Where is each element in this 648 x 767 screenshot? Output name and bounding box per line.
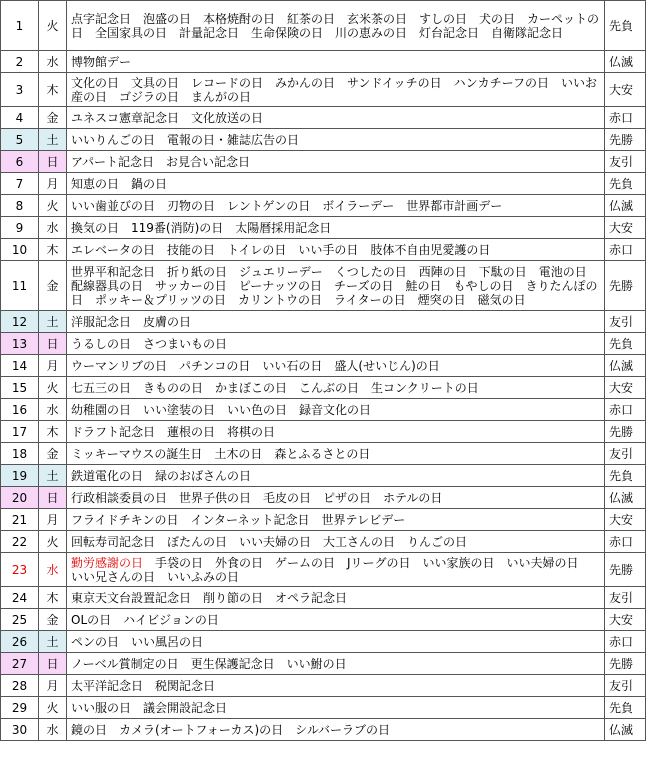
day-number: 15 bbox=[1, 377, 39, 399]
event-list bbox=[67, 421, 605, 443]
day-number: 24 bbox=[1, 587, 39, 609]
holiday-name: 勤労感謝の日 bbox=[71, 555, 144, 570]
day-number: 29 bbox=[1, 697, 39, 719]
event-list bbox=[67, 195, 605, 217]
rokuyo: 友引 bbox=[605, 151, 646, 173]
event-text: 知恵の日 鍋の日 bbox=[71, 176, 168, 191]
event-list bbox=[67, 697, 605, 719]
day-number: 14 bbox=[1, 355, 39, 377]
weekday: 水 bbox=[39, 399, 67, 421]
event-text: いい歯並びの日 刃物の日 レントゲンの日 ボイラーデー 世界都市計画デー bbox=[71, 198, 503, 213]
calendar-row bbox=[1, 487, 646, 509]
day-number: 12 bbox=[1, 311, 39, 333]
calendar-row bbox=[1, 719, 646, 741]
weekday: 日 bbox=[39, 653, 67, 675]
rokuyo: 赤口 bbox=[605, 239, 646, 261]
rokuyo: 大安 bbox=[605, 609, 646, 631]
rokuyo: 先勝 bbox=[605, 261, 646, 311]
rokuyo: 大安 bbox=[605, 509, 646, 531]
day-number: 23 bbox=[1, 553, 39, 587]
event-list bbox=[67, 129, 605, 151]
weekday: 火 bbox=[39, 697, 67, 719]
calendar-row bbox=[1, 465, 646, 487]
weekday: 火 bbox=[39, 195, 67, 217]
day-number: 26 bbox=[1, 631, 39, 653]
calendar-row bbox=[1, 73, 646, 107]
day-number: 5 bbox=[1, 129, 39, 151]
event-list bbox=[67, 217, 605, 239]
event-text: ペンの日 いい風呂の日 bbox=[71, 634, 204, 649]
calendar-row bbox=[1, 509, 646, 531]
day-number: 19 bbox=[1, 465, 39, 487]
day-number: 1 bbox=[1, 1, 39, 51]
rokuyo: 赤口 bbox=[605, 531, 646, 553]
rokuyo: 先負 bbox=[605, 173, 646, 195]
calendar-row bbox=[1, 531, 646, 553]
weekday: 日 bbox=[39, 151, 67, 173]
event-text: 回転寿司記念日 ぼたんの日 いい夫婦の日 大工さんの日 りんごの日 bbox=[71, 534, 468, 549]
weekday: 木 bbox=[39, 239, 67, 261]
weekday: 月 bbox=[39, 509, 67, 531]
day-number: 25 bbox=[1, 609, 39, 631]
event-list bbox=[67, 553, 605, 587]
rokuyo: 赤口 bbox=[605, 631, 646, 653]
day-number: 27 bbox=[1, 653, 39, 675]
rokuyo: 先勝 bbox=[605, 421, 646, 443]
event-list bbox=[67, 261, 605, 311]
calendar-row bbox=[1, 421, 646, 443]
event-text: OLの日 ハイビジョンの日 bbox=[71, 612, 219, 627]
weekday: 土 bbox=[39, 465, 67, 487]
event-text: 鉄道電化の日 緑のおばさんの日 bbox=[71, 468, 252, 483]
calendar-row bbox=[1, 173, 646, 195]
event-list bbox=[67, 587, 605, 609]
weekday: 火 bbox=[39, 531, 67, 553]
day-number: 17 bbox=[1, 421, 39, 443]
calendar-row bbox=[1, 587, 646, 609]
event-list bbox=[67, 239, 605, 261]
calendar-row bbox=[1, 1, 646, 51]
weekday: 木 bbox=[39, 587, 67, 609]
day-number: 30 bbox=[1, 719, 39, 741]
weekday: 水 bbox=[39, 553, 67, 587]
day-number: 28 bbox=[1, 675, 39, 697]
rokuyo: 先勝 bbox=[605, 553, 646, 587]
rokuyo: 仏滅 bbox=[605, 355, 646, 377]
calendar-row bbox=[1, 107, 646, 129]
event-list bbox=[67, 1, 605, 51]
event-list bbox=[67, 73, 605, 107]
calendar-row bbox=[1, 129, 646, 151]
calendar-row bbox=[1, 653, 646, 675]
event-list bbox=[67, 531, 605, 553]
event-list bbox=[67, 675, 605, 697]
calendar-row bbox=[1, 195, 646, 217]
calendar-row bbox=[1, 151, 646, 173]
rokuyo: 仏滅 bbox=[605, 51, 646, 73]
event-text: ミッキーマウスの誕生日 土木の日 森とふるさとの日 bbox=[71, 446, 371, 461]
rokuyo: 先勝 bbox=[605, 653, 646, 675]
event-text: うるしの日 さつまいもの日 bbox=[71, 336, 228, 351]
day-number: 13 bbox=[1, 333, 39, 355]
event-list bbox=[67, 151, 605, 173]
rokuyo: 先勝 bbox=[605, 129, 646, 151]
weekday: 木 bbox=[39, 421, 67, 443]
weekday: 土 bbox=[39, 631, 67, 653]
day-number: 6 bbox=[1, 151, 39, 173]
calendar-row bbox=[1, 553, 646, 587]
event-text: 鏡の日 カメラ(オートフォーカス)の日 シルバーラブの日 bbox=[71, 722, 391, 737]
event-list bbox=[67, 377, 605, 399]
weekday: 月 bbox=[39, 355, 67, 377]
weekday: 水 bbox=[39, 217, 67, 239]
event-list bbox=[67, 631, 605, 653]
rokuyo: 先負 bbox=[605, 1, 646, 51]
event-list bbox=[67, 509, 605, 531]
event-text: 換気の日 119番(消防)の日 太陽暦採用記念日 bbox=[71, 220, 332, 235]
calendar-row bbox=[1, 697, 646, 719]
event-text: 手袋の日 外食の日 ゲームの日 Jリーグの日 いい家族の日 いい夫婦の日 いい兄さんの日 いいふみの日 bbox=[71, 555, 591, 584]
rokuyo: 仏滅 bbox=[605, 487, 646, 509]
calendar-row bbox=[1, 261, 646, 311]
event-text: アパート記念日 お見合い記念日 bbox=[71, 154, 251, 169]
rokuyo: 先負 bbox=[605, 465, 646, 487]
rokuyo: 仏滅 bbox=[605, 195, 646, 217]
weekday: 火 bbox=[39, 377, 67, 399]
event-list bbox=[67, 465, 605, 487]
event-text: ドラフト記念日 蓮根の日 将棋の日 bbox=[71, 424, 276, 439]
weekday: 木 bbox=[39, 73, 67, 107]
event-text: 行政相談委員の日 世界子供の日 毛皮の日 ピザの日 ホテルの日 bbox=[71, 490, 443, 505]
event-text: ノーベル賞制定の日 更生保護記念日 いい鮒の日 bbox=[71, 656, 347, 671]
event-text: エレベータの日 技能の日 トイレの日 いい手の日 肢体不自由児愛護の日 bbox=[71, 242, 491, 257]
weekday: 金 bbox=[39, 443, 67, 465]
event-text: 点字記念日 泡盛の日 本格焼酎の日 紅茶の日 玄米茶の日 すしの日 犬の日 カーペットの日 全国家具の日 計量記念日 生命保険の日 川の恵みの日 灯台記念日 自衛隊記念日 bbox=[71, 11, 600, 40]
weekday: 日 bbox=[39, 333, 67, 355]
event-text: 太平洋記念日 税関記念日 bbox=[71, 678, 216, 693]
event-list bbox=[67, 719, 605, 741]
weekday: 月 bbox=[39, 675, 67, 697]
weekday: 日 bbox=[39, 487, 67, 509]
rokuyo: 先負 bbox=[605, 697, 646, 719]
rokuyo: 赤口 bbox=[605, 107, 646, 129]
event-text: 幼稚園の日 いい塗装の日 いい色の日 録音文化の日 bbox=[71, 402, 372, 417]
event-list bbox=[67, 51, 605, 73]
event-text: いいりんごの日 電報の日・雑誌広告の日 bbox=[71, 132, 300, 147]
day-number: 18 bbox=[1, 443, 39, 465]
rokuyo: 赤口 bbox=[605, 399, 646, 421]
day-number: 2 bbox=[1, 51, 39, 73]
calendar-row bbox=[1, 377, 646, 399]
event-list bbox=[67, 653, 605, 675]
event-text: 七五三の日 きものの日 かまぼこの日 こんぶの日 生コンクリートの日 bbox=[71, 380, 479, 395]
calendar-row bbox=[1, 443, 646, 465]
weekday: 水 bbox=[39, 719, 67, 741]
calendar-row bbox=[1, 609, 646, 631]
weekday: 月 bbox=[39, 173, 67, 195]
weekday: 金 bbox=[39, 107, 67, 129]
rokuyo: 友引 bbox=[605, 587, 646, 609]
day-number: 3 bbox=[1, 73, 39, 107]
rokuyo: 大安 bbox=[605, 217, 646, 239]
event-text: ユネスコ憲章記念日 文化放送の日 bbox=[71, 110, 264, 125]
weekday: 水 bbox=[39, 51, 67, 73]
rokuyo: 友引 bbox=[605, 443, 646, 465]
day-number: 16 bbox=[1, 399, 39, 421]
event-text: 東京天文台設置記念日 削り節の日 オペラ記念日 bbox=[71, 590, 348, 605]
event-list bbox=[67, 609, 605, 631]
calendar-row bbox=[1, 631, 646, 653]
event-text: 博物館デー bbox=[71, 54, 132, 69]
calendar-row bbox=[1, 217, 646, 239]
day-number: 10 bbox=[1, 239, 39, 261]
day-number: 4 bbox=[1, 107, 39, 129]
event-list bbox=[67, 443, 605, 465]
event-text: 洋服記念日 皮膚の日 bbox=[71, 314, 192, 329]
weekday: 金 bbox=[39, 261, 67, 311]
event-list bbox=[67, 487, 605, 509]
event-text: 文化の日 文具の日 レコードの日 みかんの日 サンドイッチの日 ハンカチーフの日 いいお産の日 ゴジラの日 まんがの日 bbox=[71, 75, 597, 104]
event-text: いい服の日 議会開設記念日 bbox=[71, 700, 228, 715]
day-number: 7 bbox=[1, 173, 39, 195]
day-number: 20 bbox=[1, 487, 39, 509]
day-number: 8 bbox=[1, 195, 39, 217]
event-text: ウーマンリブの日 パチンコの日 いい石の日 盛人(せいじん)の日 bbox=[71, 358, 440, 373]
calendar-row bbox=[1, 311, 646, 333]
event-list bbox=[67, 333, 605, 355]
event-list bbox=[67, 107, 605, 129]
day-number: 9 bbox=[1, 217, 39, 239]
rokuyo: 仏滅 bbox=[605, 719, 646, 741]
event-text: フライドチキンの日 インターネット記念日 世界テレビデー bbox=[71, 512, 406, 527]
weekday: 火 bbox=[39, 1, 67, 51]
calendar-row bbox=[1, 675, 646, 697]
calendar-row bbox=[1, 333, 646, 355]
rokuyo: 大安 bbox=[605, 73, 646, 107]
rokuyo: 大安 bbox=[605, 377, 646, 399]
rokuyo: 友引 bbox=[605, 311, 646, 333]
day-number: 21 bbox=[1, 509, 39, 531]
calendar-row bbox=[1, 51, 646, 73]
weekday: 土 bbox=[39, 129, 67, 151]
calendar-row bbox=[1, 239, 646, 261]
event-list bbox=[67, 311, 605, 333]
weekday: 金 bbox=[39, 609, 67, 631]
event-list bbox=[67, 173, 605, 195]
rokuyo: 先負 bbox=[605, 333, 646, 355]
event-text: 世界平和記念日 折り紙の日 ジュエリーデー くつしたの日 西陣の日 下駄の日 電池の日 配線器具の日 サッカーの日 ピーナッツの日 チーズの日 鮭の日 もやしの日 きりたんぽの日 ポッキー＆プリッツの日 カリントウの日 ライターの日 煙突の日 磁気の日 bbox=[71, 264, 599, 307]
day-number: 22 bbox=[1, 531, 39, 553]
calendar-row bbox=[1, 355, 646, 377]
rokuyo: 友引 bbox=[605, 675, 646, 697]
event-list bbox=[67, 355, 605, 377]
weekday: 土 bbox=[39, 311, 67, 333]
calendar-row bbox=[1, 399, 646, 421]
event-list bbox=[67, 399, 605, 421]
day-number: 11 bbox=[1, 261, 39, 311]
calendar-body bbox=[1, 1, 646, 741]
